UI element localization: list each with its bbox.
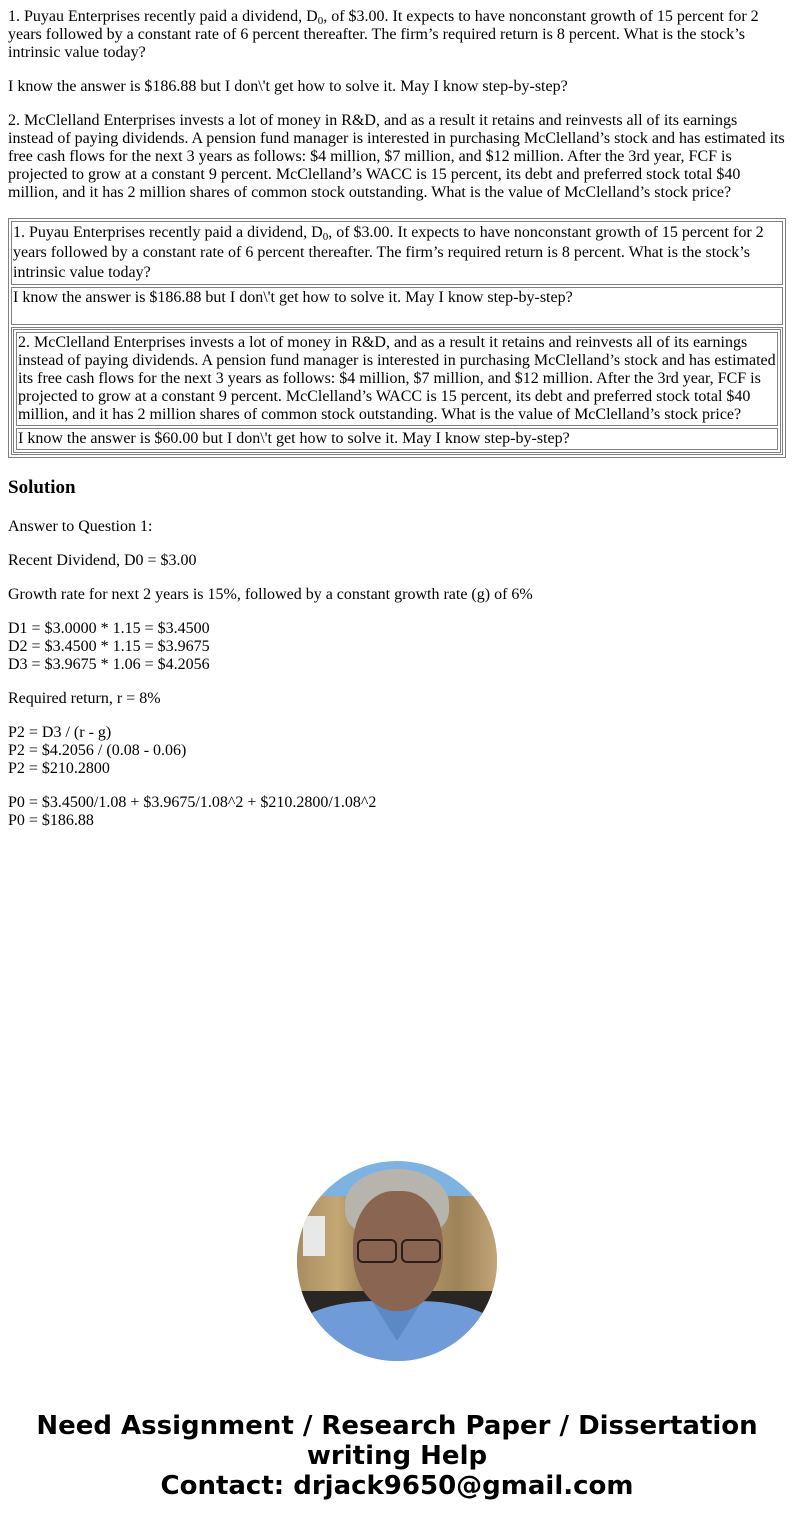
d1-line: D1 = $3.0000 * 1.15 = $3.4500 [8, 620, 210, 637]
table-question-1-text: 1. Puyau Enterprises recently paid a dividend, D [13, 224, 323, 241]
d3-line: D3 = $3.9675 * 1.06 = $4.2056 [8, 656, 210, 673]
avatar-switchboard [303, 1216, 325, 1256]
subscript: 0 [317, 15, 324, 27]
question-1 [8, 8, 786, 62]
contact-banner [0, 1411, 794, 1501]
p2-calculations [8, 724, 786, 778]
question-1-text: 1. Puyau Enterprises recently paid a dividend, D [8, 8, 318, 25]
p0-calculations [8, 794, 786, 830]
question-1-note: I know the answer is $186.88 but I don\'t get how to solve it. May I know step-by-step? [8, 78, 568, 95]
page-content [0, 8, 794, 830]
table-note-1: I know the answer is $186.88 but I don\'t get how to solve it. May I know step-by-step? [13, 289, 573, 306]
table-cell-note-2: I know the answer is $60.00 but I don\'t get how to solve it. May I know step-by-step? [16, 428, 778, 450]
p0-formula: P0 = $3.4500/1.08 + $3.9675/1.08^2 + $210.2800/1.08^2 [8, 794, 377, 811]
avatar-glasses-right [401, 1239, 441, 1263]
answer-intro: Answer to Question 1: [8, 518, 153, 535]
question-2: 2. McClelland Enterprises invests a lot of money in R&D, and as a result it retains and reinvests all of its earnings instead of paying dividends. A pension fund manager is interested in purchasing McClelland’s stock and has estimated its free cash flows for the next 3 years as follows: $4 million, $7 million, and $12 million. After the 3rd year, FCF is projected to grow at a constant 9 percent. McClelland’s WACC is 15 percent, its debt and preferred stock total $40 million, and it has 2 million shares of common stock outstanding. What is the value of McClelland’s stock price? [8, 112, 785, 201]
solution-body [8, 518, 786, 830]
p2-substitution: P2 = $4.2056 / (0.08 - 0.06) [8, 742, 187, 759]
solution-heading: Solution [8, 477, 76, 498]
growth-rate: Growth rate for next 2 years is 15%, followed by a constant growth rate (g) of 6% [8, 586, 533, 603]
question-1-text-cont: , of $3.00. It expects to have nonconstant growth of 15 percent for 2 years followed by a constant rate of 6 percent thereafter. The firm’s required return is 8 percent. What is the stock’s intrinsic value today? [8, 8, 759, 61]
p0-result: P0 = $186.88 [8, 812, 94, 829]
question-table [8, 218, 786, 458]
subscript: 0 [322, 231, 329, 243]
dividend-calculations [8, 620, 786, 674]
banner-contact-email: Contact: drjack9650@gmail.com [160, 1471, 634, 1501]
banner-line-1: Need Assignment / Research Paper / Dissertation [36, 1411, 758, 1441]
required-return: Required return, r = 8% [8, 690, 161, 707]
table-cell-nested [11, 327, 783, 455]
recent-dividend: Recent Dividend, D0 = $3.00 [8, 552, 197, 569]
banner-line-2: writing Help [306, 1441, 488, 1471]
table-cell-question-1 [11, 221, 783, 285]
p2-result: P2 = $210.2800 [8, 760, 110, 777]
table-cell-note-1 [11, 287, 783, 325]
table-question-1-text-cont: , of $3.00. It expects to have nonconstant growth of 15 percent for 2 years followed by a constant rate of 6 percent thereafter. The firm’s required return is 8 percent. What is the stock’s intrinsic value today? [13, 224, 764, 281]
author-avatar [297, 1161, 497, 1361]
p2-formula: P2 = D3 / (r - g) [8, 724, 112, 741]
table-cell-question-2: 2. McClelland Enterprises invests a lot of money in R&D, and as a result it retains and reinvests all of its earnings instead of paying dividends. A pension fund manager is interested in purchasing McClelland’s stock and has estimated its free cash flows for the next 3 years as follows: $4 million, $7 million, and $12 million. After the 3rd year, FCF is projected to grow at a constant 9 percent. McClelland’s WACC is 15 percent, its debt and preferred stock total $40 million, and it has 2 million shares of common stock outstanding. What is the value of McClelland’s stock price? [16, 332, 778, 426]
nested-question-table [13, 329, 781, 453]
d2-line: D2 = $3.4500 * 1.15 = $3.9675 [8, 638, 210, 655]
avatar-glasses-left [357, 1239, 397, 1263]
